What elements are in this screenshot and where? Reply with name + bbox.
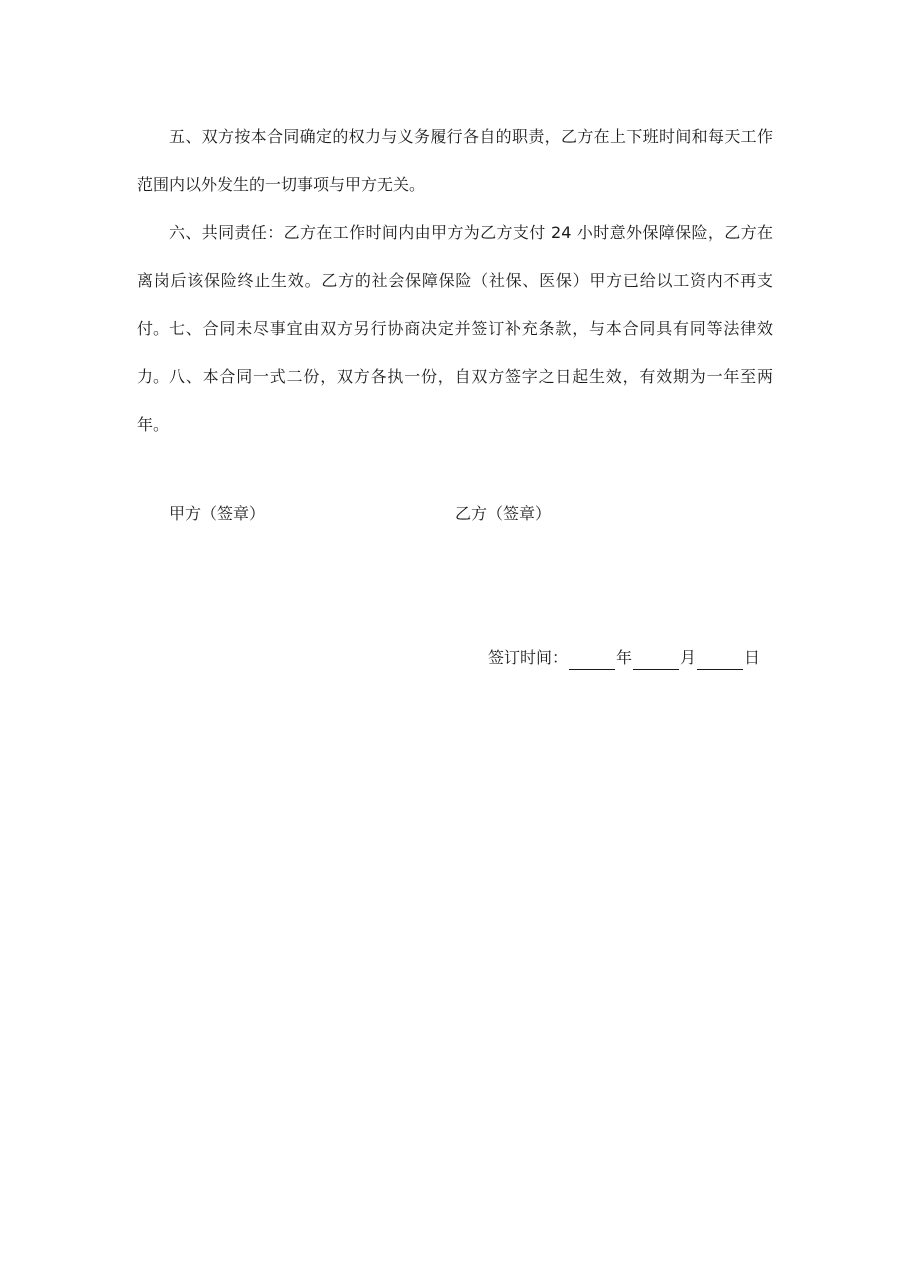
- month-blank: [633, 651, 679, 670]
- day-unit: 日: [744, 648, 761, 667]
- clause-eight: 八、本合同一式二份，双方各执一份，自双方签字之日起生效，有效期为一年至两年。: [137, 367, 773, 434]
- signing-date-line: [488, 646, 760, 670]
- day-blank: [697, 651, 743, 670]
- clause-seven: 七、合同未尽事宜由双方另行协商决定并签订补充条款，与本合同具有同等法律效力。: [137, 319, 773, 386]
- year-unit: 年: [616, 648, 633, 667]
- party-b-signature-label: 乙方（签章）: [455, 504, 552, 523]
- signing-date-label: 签订时间：: [488, 648, 569, 667]
- year-blank: [569, 651, 615, 670]
- month-unit: 月: [680, 648, 697, 667]
- party-a-signature-label: 甲方（签章）: [169, 504, 266, 523]
- clause-six: 六、共同责任：乙方在工作时间内由甲方为乙方支付 24 小时意外保障保险，乙方在离岗后该保险终止生效。乙方的社会保障保险（社保、医保）甲方已给以工资内不再支付。: [137, 223, 773, 338]
- clause-five: 五、双方按本合同确定的权力与义务履行各自的职责，乙方在上下班时间和每天工作范围内以外发生的一切事项与甲方无关。: [137, 127, 773, 194]
